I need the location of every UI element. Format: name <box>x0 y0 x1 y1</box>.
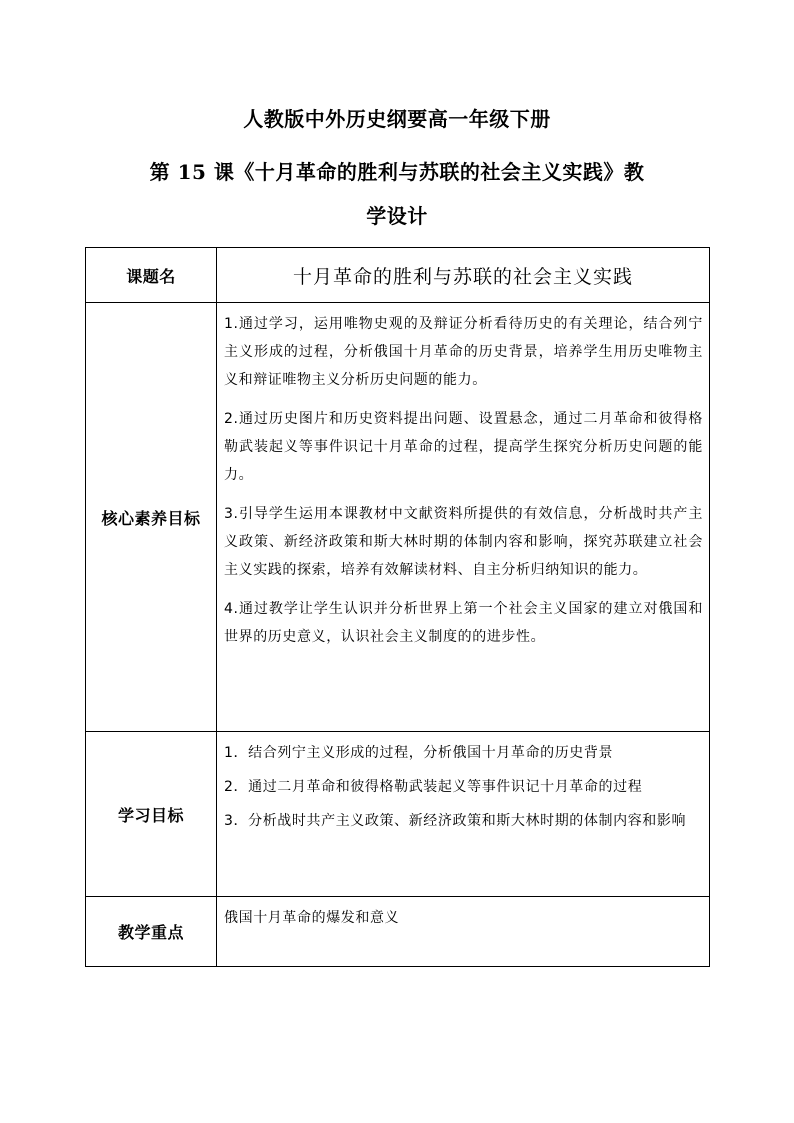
table-row-core-competency <box>86 303 710 732</box>
table-row-key-points <box>86 897 710 967</box>
topic-label: 课题名 <box>86 248 217 303</box>
table-row-learning-goals <box>86 732 710 897</box>
key-points-label: 教学重点 <box>86 897 217 967</box>
table-row-topic <box>86 248 710 303</box>
core-competency-item-4: 4.通过教学让学生认识并分析世界上第一个社会主义国家的建立对俄国和世界的历史意义，认识社会主义制度的的进步性。 <box>224 601 703 645</box>
learning-goals-label: 学习目标 <box>86 732 217 897</box>
core-competency-item-3: 3.引导学生运用本课教材中文献资料所提供的有效信息，分析战时共产主义政策、新经济政策和斯大林时期的体制内容和影响，探究苏联建立社会主义实践的探索，培养有效解读材料、自主分析归纳知识的能力。 <box>224 506 703 578</box>
learning-goal-item-1: 1．结合列宁主义形成的过程，分析俄国十月革命的历史背景 <box>224 745 614 761</box>
learning-goals-content <box>217 732 710 897</box>
core-competency-content <box>217 303 710 732</box>
core-competency-label: 核心素养目标 <box>86 303 217 732</box>
core-competency-item-2: 2.通过历史图片和历史资料提出问题、设置悬念，通过二月革命和彼得格勒武装起义等事件识记十月革命的过程，提高学生探究分析历史问题的能力。 <box>224 411 703 483</box>
lesson-plan-table <box>85 247 710 967</box>
core-competency-item-1: 1.通过学习，运用唯物史观的及辩证分析看待历史的有关理论，结合列宁主义形成的过程，分析俄国十月革命的历史背景，培养学生用历史唯物主义和辩证唯物主义分析历史问题的能力。 <box>224 316 703 388</box>
document-title-line-1: 人教版中外历史纲要高一年级下册 <box>243 107 551 131</box>
learning-goal-item-2: 2．通过二月革命和彼得格勒武装起义等事件识记十月革命的过程 <box>224 779 643 795</box>
topic-value: 十月革命的胜利与苏联的社会主义实践 <box>217 248 710 303</box>
document-title-line-2: 第 15 课《十月革命的胜利与苏联的社会主义实践》教 <box>149 160 645 184</box>
learning-goal-item-3: 3．分析战时共产主义政策、新经济政策和斯大林时期的体制内容和影响 <box>224 813 687 829</box>
document-title-line-3: 学设计 <box>366 204 428 228</box>
key-point-item-1: 俄国十月革命的爆发和意义 <box>224 910 400 926</box>
key-points-content <box>217 897 710 967</box>
